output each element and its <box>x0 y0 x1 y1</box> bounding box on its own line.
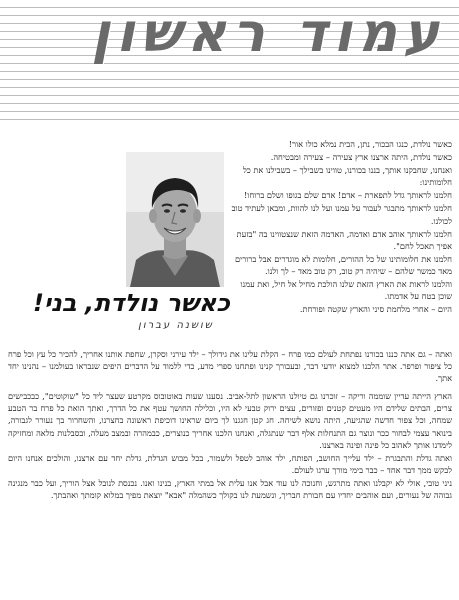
article-headline: כאשר נולדת, בני! <box>33 289 230 317</box>
paragraph: כאשר נולדת, כנגו הבכור, נתן, הבית נמלא כולו אור! <box>288 139 452 149</box>
article-body-full-width <box>8 348 452 502</box>
paragraph: ואנחנו, שחבקנו אותך, בננו בכורנו, טווינו בשבילך – בשבילנו את כל חלומותינו: <box>242 165 452 188</box>
paragraph: כאשר נולדת, היתה ארצנו ארץ צעירה – צעירה ומבטיחה. <box>270 152 452 163</box>
article-body-right-column <box>230 138 452 316</box>
paragraph: חלמנו לראותך גדל לתפארת – אדם! אדם שלם בגופו ושלם ברוחו! <box>244 190 452 201</box>
portrait-photo <box>126 152 224 287</box>
paragraph: חלמנו לראותך אוהב אדם ואדמה, האדמה הזאת שנצטווינו בה "בזעת אפיך תאכל לחם". <box>236 228 452 251</box>
article-author: שושנה עברון <box>138 320 214 331</box>
paragraph: ניני טובי, אולי לא יקבלנו ואתה מתרגש, וחנוכה לנו עוד אבל אנו עלית אל במתי הארץ, בנינו ואנו. נכנסת לנובל אצל הוריך, ועל כבר מנגינה גבוהה של נעורים, ועם אוהבים יחדיו עם חבורת חבריך, ונשמעת לנו בקולך כשהמלה "אבא" יוצאת מפיך במלוא קומתך ואהבתך. <box>8 477 452 501</box>
paragraph: חלמנו לראותך מתבגר לעבור על עמנו ועל לנו להוות, ומבאן לעתיד טוב לכולנו. <box>231 203 452 226</box>
paragraph: והלמנו לראות את הארץ הזאת שלנו הולכת מחיל אל חיל, ואת עמנו שוכן בטח על אדמתו. <box>240 279 452 302</box>
paragraph: חלמנו את חלומותינו של כל ההורים, חלומות לא מוגדרים אבל ברורים מאד כמשר שלהם – שיהיה רק טוב, רק טוב מאד – לך ולנו. <box>234 253 452 276</box>
page-section-title: עמוד ראשון <box>91 1 445 64</box>
paragraph: ואתה – גם אתה כננו בכורנו נפתחת לעולם כמו פרח – הקלת עלינו את גידולך – ילד עירני וסקרן, שחפת אותנו אחריך, להכיר כל עץ וכל פרח כל ציפור ופרפר. אתר הלכנו למצוא יודעי דבר, ובעבורך קנינו ופתחנו ספרי מדע, כדי ללמוד על הדברים היפים שנבראו בעולמנו – נהנינו יחד אתך. <box>8 349 452 384</box>
paragraph: ואתה גדלת והתבגרת – ילד עלייך החושב, הפותח, ילד אוהב לטפל ולשמור, בכל מבוש הגדלת, גדלת יחד עם ארצנו, והולכים אנחנו היום לבקש ממך דבר אחד – כבר בימי מורך ערגו לעולם. <box>8 452 452 475</box>
paragraph: הארץ הייתה עדיין שוממה וריקה – זוכרנו גם טיולנו הראשון לתל-אביב. נסענו שעות באוטובוס מקרטע שעצר ליד כל "שוקוטים", כבכבישים צרים, הבתים שלידם היו מעטים קטנים ופזורים, עצים ירוק טבעי לא היו, וכלילה החושך עטף את כל הדרך, ואתך הואת כל פרח בר הטבע שמחה, וכל צפור חדשה שהגיעה, היתה נושא לשיחה. חג קטן חגגנו לך ביום שראינו דוכיפת ראשונה בחצרנו, והשחרור בך נעורר לגבורה, בינואר עצמי לבחור ככר ונוצר גם התנחלות אלף דבר שנתגלה, ואנחנו הלכנו אחריך כנוצרים, כבמהרה ובמצב מעלה, ובסבלנות מלאה ומחזיקה לימדנו אותך לאהוב כל פינה ופינה בארצנו. <box>8 391 452 450</box>
paragraph: היום – אחרי מלחמת סיני והארץ שקטה ופורחת. <box>299 304 452 315</box>
